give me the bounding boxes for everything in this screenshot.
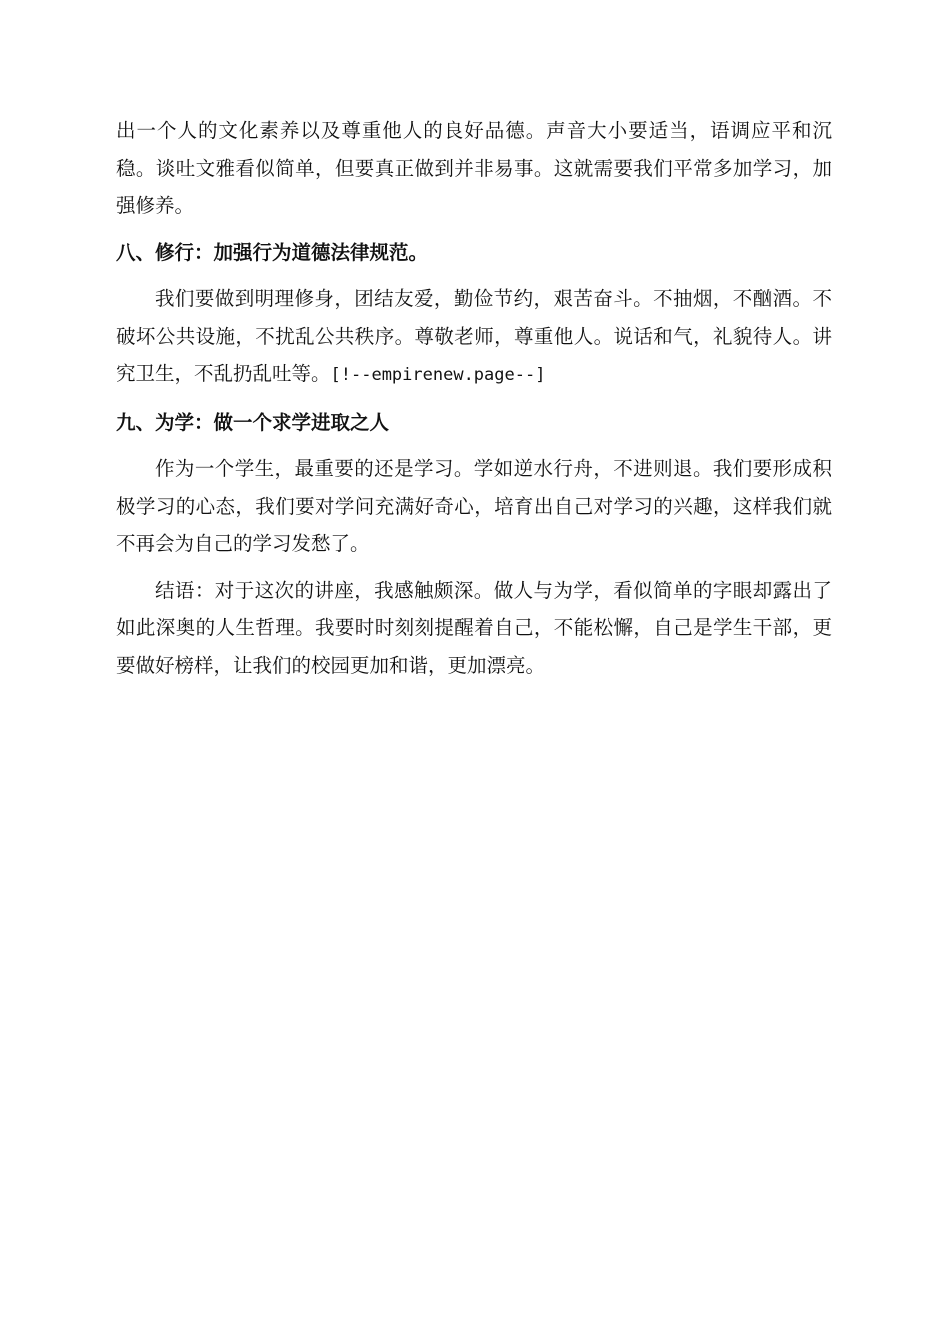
section-heading-8: 八、修行：加强行为道德法律规范。 — [116, 240, 429, 264]
paragraph-continuation: 出一个人的文化素养以及尊重他人的良好品德。声音大小要适当，语调应平和沉稳。谈吐文雅看似简单，但要真正做到并非易事。这就需要我们平常多加学习，加强修养。 — [116, 119, 832, 217]
section-heading-9: 九、为学：做一个求学进取之人 — [116, 410, 390, 434]
paragraph-section-8-text: 我们要做到明理修身，团结友爱，勤俭节约，艰苦奋斗。不抽烟，不酗酒。不破坏公共设施，不扰乱公共秩序。尊敬老师，尊重他人。说话和气，礼貌待人。讲究卫生，不乱扔乱吐等。 — [116, 287, 832, 385]
paragraph-conclusion: 结语：对于这次的讲座，我感触颇深。做人与为学，看似简单的字眼却露出了如此深奥的人生哲理。我要时时刻刻提醒着自己，不能松懈，自己是学生干部，更要做好榜样，让我们的校园更加和谐，更加漂亮。 — [116, 578, 832, 677]
paragraph-section-9: 作为一个学生，最重要的还是学习。学如逆水行舟，不进则退。我们要形成积极学习的心态，我们要对学问充满好奇心，培育出自己对学习的兴趣，这样我们就不再会为自己的学习发愁了。 — [116, 457, 832, 555]
paragraph-section-8 — [116, 280, 832, 395]
page-break-code: [!--empirenew.page--] — [330, 365, 546, 385]
document-page — [116, 112, 832, 693]
